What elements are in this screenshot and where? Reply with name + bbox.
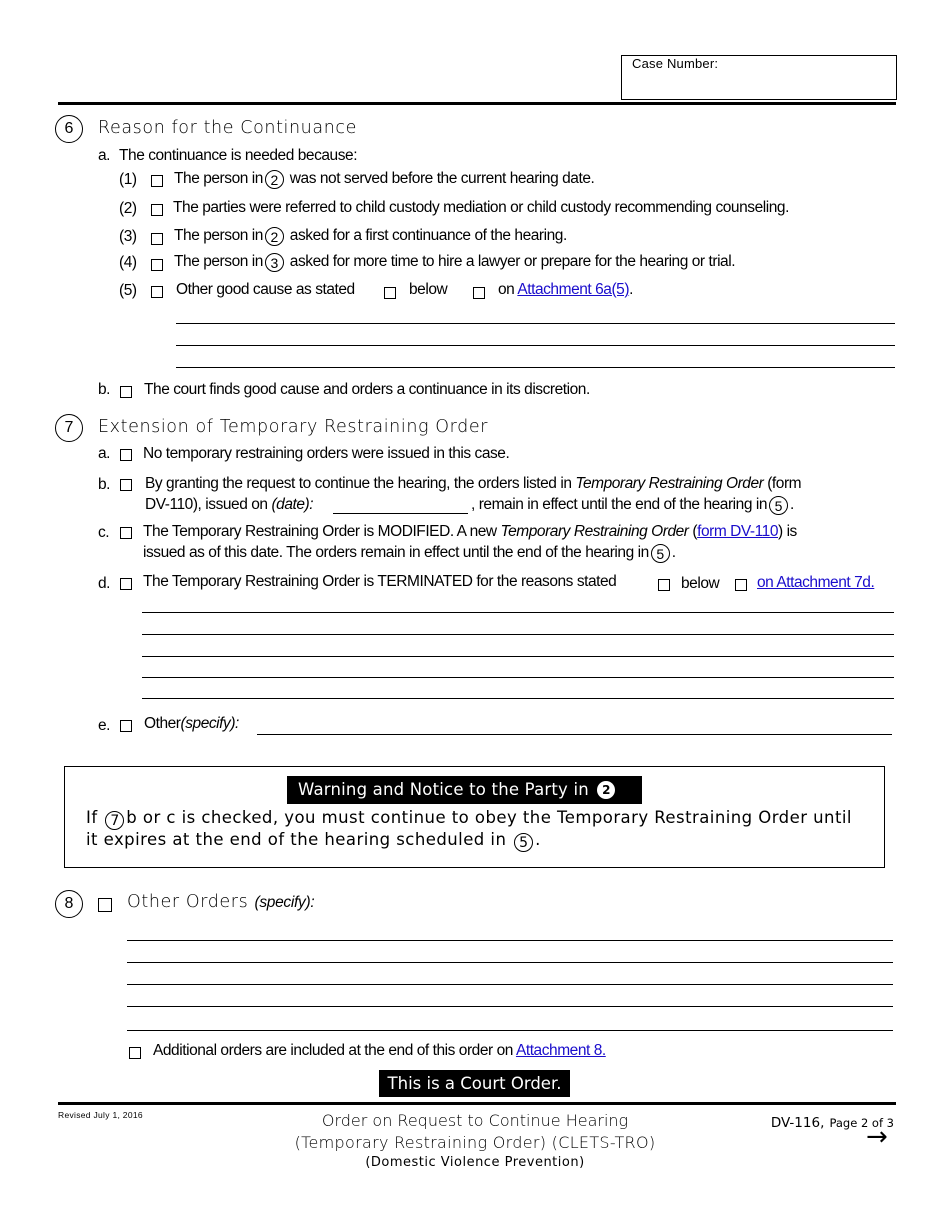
s6-write-line-3[interactable] xyxy=(176,367,895,368)
section-8-number: 8 xyxy=(55,890,83,918)
s6-item-5-below-label: below xyxy=(409,281,448,298)
s8-additional-text: Additional orders are included at the end of this order on Attachment 8. xyxy=(153,1042,606,1059)
header-rule xyxy=(58,102,896,105)
court-order-banner: This is a Court Order. xyxy=(379,1070,570,1097)
section-6-number: 6 xyxy=(55,115,83,143)
s6-item-5-checkbox[interactable] xyxy=(151,286,163,298)
s6-item-2-text: The parties were referred to child custody mediation or child custody recommending counseling. xyxy=(173,199,789,216)
s6-item-5-below-checkbox[interactable] xyxy=(384,287,396,299)
s7-d-below-label: below xyxy=(681,575,720,592)
warning-line-1: If 7 b or c is checked, you must continue to obey the Temporary Restraining Order until xyxy=(86,808,852,829)
s6-item-2-number: (2) xyxy=(119,200,137,217)
section-7-title: Extension of Temporary Restraining Order xyxy=(98,417,489,437)
s7-a-text: No temporary restraining orders were issued in this case. xyxy=(143,445,510,462)
s7-c-line-2: issued as of this date. The orders remain in effect until the end of the hearing in 5 . xyxy=(143,544,676,562)
s7-d-below-checkbox[interactable] xyxy=(658,579,670,591)
s6-item-1-number: (1) xyxy=(119,171,137,188)
form-dv110-link[interactable]: form DV-110 xyxy=(697,523,778,540)
circled-2: 2 xyxy=(265,170,284,189)
s7-e-text: Other(specify): xyxy=(144,715,239,732)
s7-c-label: c. xyxy=(98,524,110,541)
s7-d-write-line-3[interactable] xyxy=(142,656,894,657)
footer-title-2: (Temporary Restraining Order) (CLETS-TRO) xyxy=(294,1133,656,1152)
s7-e-specify-field[interactable] xyxy=(257,734,892,735)
warning-line-2: it expires at the end of the hearing scheduled in 5 . xyxy=(86,830,541,851)
s6-item-1-text: The person in 2 was not served before the current hearing date. xyxy=(174,170,595,188)
s7-d-label: d. xyxy=(98,575,111,592)
s8-write-line-3[interactable] xyxy=(127,984,893,985)
s6-item-3-checkbox[interactable] xyxy=(151,233,163,245)
next-page-arrow-icon[interactable]: → xyxy=(866,1122,888,1152)
s6-item-2-checkbox[interactable] xyxy=(151,204,163,216)
s6-write-line-1[interactable] xyxy=(176,323,895,324)
s7-b-line-2b: , remain in effect until the end of the hearing in 5 . xyxy=(471,496,794,514)
warning-title: Warning and Notice to the Party in xyxy=(298,780,589,799)
s6-item-4-text: The person in 3 asked for more time to hire a lawyer or prepare for the hearing or trial. xyxy=(174,253,736,271)
s6-write-line-2[interactable] xyxy=(176,345,895,346)
s8-write-line-5[interactable] xyxy=(127,1030,893,1031)
s7-d-attachment-checkbox[interactable] xyxy=(735,579,747,591)
s8-write-line-2[interactable] xyxy=(127,962,893,963)
section-8-title: Other Orders (specify): xyxy=(127,892,315,912)
s7-d-write-line-5[interactable] xyxy=(142,698,894,699)
footer-title-3: (Domestic Violence Prevention) xyxy=(365,1155,585,1170)
s6-item-4-number: (4) xyxy=(119,254,137,271)
s7-e-checkbox[interactable] xyxy=(120,720,132,732)
circled-5: 5 xyxy=(769,496,788,515)
s7-b-date-field[interactable] xyxy=(333,513,468,514)
s8-write-line-4[interactable] xyxy=(127,1006,893,1007)
s7-b-line-1: By granting the request to continue the hearing, the orders listed in Temporary Restraining Order (form xyxy=(145,475,802,492)
s7-d-checkbox[interactable] xyxy=(120,578,132,590)
s8-additional-checkbox[interactable] xyxy=(129,1047,141,1059)
circled-5: 5 xyxy=(514,833,533,852)
s7-c-checkbox[interactable] xyxy=(120,527,132,539)
s7-b-label: b. xyxy=(98,476,111,493)
s6-item-3-number: (3) xyxy=(119,228,137,245)
circled-3: 3 xyxy=(265,253,284,272)
s6-b-text: The court finds good cause and orders a continuance in its discretion. xyxy=(144,381,590,398)
circled-7: 7 xyxy=(105,811,124,830)
s6-item-5-attachment: on Attachment 6a(5). xyxy=(498,281,633,298)
warning-title-bar xyxy=(287,776,642,804)
s7-d-write-line-1[interactable] xyxy=(142,612,894,613)
s7-d-text: The Temporary Restraining Order is TERMINATED for the reasons stated xyxy=(143,573,617,590)
s7-a-checkbox[interactable] xyxy=(120,449,132,461)
s6-a-label: a. xyxy=(98,147,111,164)
section-6-title: Reason for the Continuance xyxy=(98,118,357,138)
s8-checkbox[interactable] xyxy=(98,898,112,912)
attachment-6a5-link[interactable]: Attachment 6a(5) xyxy=(517,281,630,298)
s7-c-line-1: The Temporary Restraining Order is MODIFIED. A new Temporary Restraining Order (form DV-110) is xyxy=(143,523,797,540)
s7-e-label: e. xyxy=(98,717,111,734)
s7-a-label: a. xyxy=(98,445,111,462)
s6-item-5-attachment-checkbox[interactable] xyxy=(473,287,485,299)
section-7-number: 7 xyxy=(55,414,83,442)
attachment-8-link[interactable]: Attachment 8. xyxy=(515,1042,606,1059)
footer-title-1: Order on Request to Continue Hearing xyxy=(321,1111,629,1130)
warning-title-circle: 2 xyxy=(597,781,615,799)
footer-rule xyxy=(58,1102,896,1105)
s6-item-5-text: Other good cause as stated xyxy=(176,281,355,298)
s7-d-write-line-4[interactable] xyxy=(142,677,894,678)
s6-b-checkbox[interactable] xyxy=(120,386,132,398)
circled-2: 2 xyxy=(265,227,284,246)
s7-d-write-line-2[interactable] xyxy=(142,634,894,635)
s6-item-1-checkbox[interactable] xyxy=(151,175,163,187)
case-number-box[interactable] xyxy=(621,55,897,100)
s6-a-text: The continuance is needed because: xyxy=(119,147,358,164)
circled-5: 5 xyxy=(651,544,670,563)
s7-b-checkbox[interactable] xyxy=(120,479,132,491)
s6-item-4-checkbox[interactable] xyxy=(151,259,163,271)
form-id: DV-116, Page 2 of 3 xyxy=(770,1115,894,1131)
s7-b-line-2a: DV-110), issued on (date): xyxy=(145,496,314,513)
s8-write-line-1[interactable] xyxy=(127,940,893,941)
attachment-7d-link[interactable]: on Attachment 7d. xyxy=(757,574,875,591)
case-number-label: Case Number: xyxy=(632,56,719,71)
s6-b-label: b. xyxy=(98,381,111,398)
s6-item-5-number: (5) xyxy=(119,282,137,299)
s6-item-3-text: The person in 2 asked for a first continuance of the hearing. xyxy=(174,227,567,245)
revised-date: Revised July 1, 2016 xyxy=(58,1110,143,1120)
